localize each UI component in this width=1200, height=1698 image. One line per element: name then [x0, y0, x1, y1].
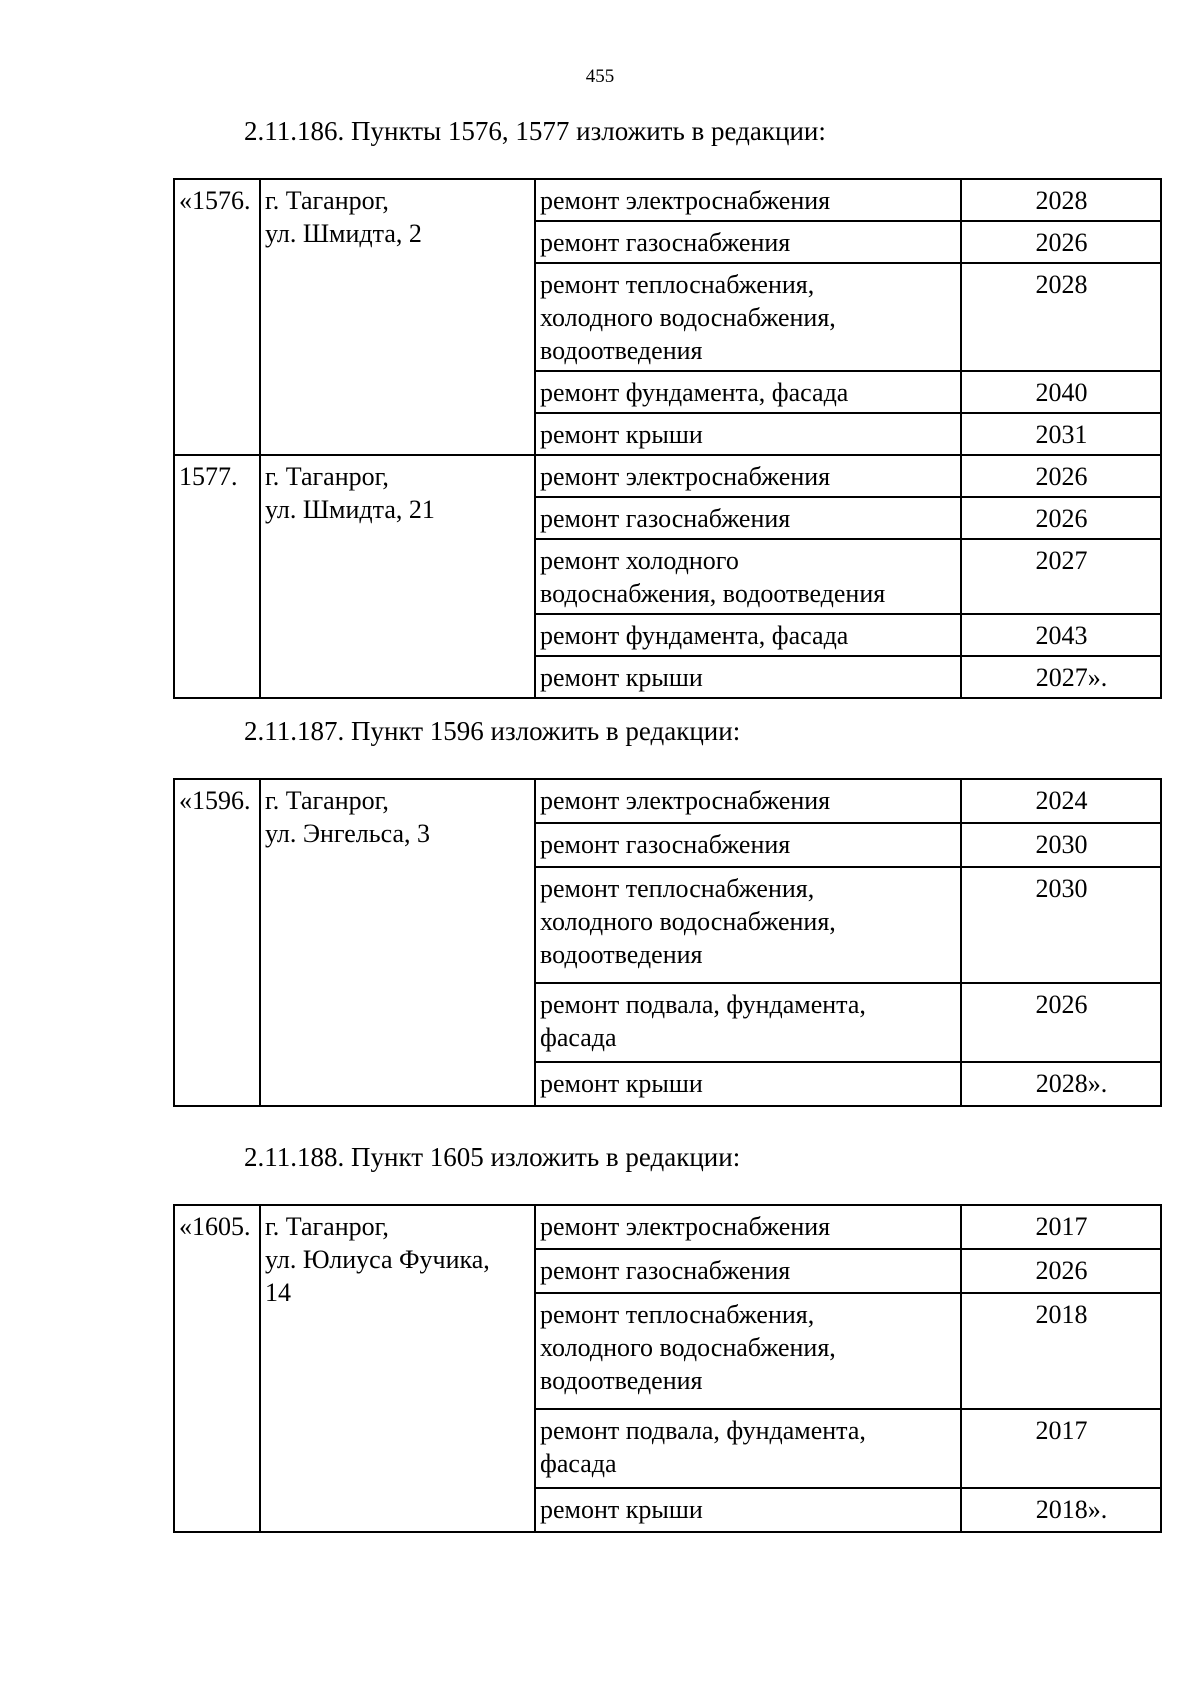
work-year: 2026	[961, 455, 1161, 497]
work-line: водоотведения	[540, 940, 703, 969]
table-row	[174, 1205, 1161, 1249]
work-line: водоотведения	[540, 336, 703, 365]
work-year: 2031	[961, 413, 1161, 455]
entry-address	[260, 779, 535, 1106]
entry-address	[260, 455, 535, 698]
work-line: холодного водоснабжения,	[540, 907, 836, 936]
work-name: ремонт газоснабжения	[535, 823, 961, 867]
entry-number: «1596.	[174, 779, 260, 1106]
work-year: 2017	[961, 1409, 1161, 1488]
work-name	[535, 983, 961, 1062]
address-line: 14	[265, 1278, 291, 1307]
work-year: 2026	[961, 983, 1161, 1062]
section-heading-2-11-187: 2.11.187. Пункт 1596 изложить в редакции:	[244, 716, 741, 746]
work-year	[961, 1488, 1161, 1532]
work-year: 2026	[961, 221, 1161, 263]
work-year: 2028	[961, 179, 1161, 221]
work-name: ремонт крыши	[535, 1488, 961, 1532]
work-line: фасада	[540, 1449, 617, 1478]
work-name: ремонт крыши	[535, 413, 961, 455]
section-heading-2-11-188: 2.11.188. Пункт 1605 изложить в редакции:	[244, 1142, 741, 1172]
work-line: холодного водоснабжения,	[540, 303, 836, 332]
work-line: фасада	[540, 1023, 617, 1052]
work-name: ремонт электроснабжения	[535, 179, 961, 221]
work-year-value: 2018».	[1035, 1495, 1108, 1524]
address-line: ул. Шмидта, 21	[265, 495, 435, 524]
work-name: ремонт крыши	[535, 656, 961, 698]
work-year: 2026	[961, 1249, 1161, 1293]
work-year	[961, 1062, 1161, 1106]
work-year: 2026	[961, 497, 1161, 539]
work-line: ремонт холодного	[540, 546, 739, 575]
address-line: г. Таганрог,	[265, 1212, 389, 1241]
page-number: 455	[585, 66, 615, 87]
work-year: 2043	[961, 614, 1161, 656]
work-year-value: 2028».	[1035, 1069, 1108, 1098]
entry-number: «1576.	[174, 179, 260, 455]
work-line: ремонт теплоснабжения,	[540, 1300, 815, 1329]
work-year: 2017	[961, 1205, 1161, 1249]
work-name: ремонт газоснабжения	[535, 1249, 961, 1293]
work-name	[535, 1293, 961, 1409]
address-line: ул. Энгельса, 3	[265, 819, 431, 848]
address-line: ул. Шмидта, 2	[265, 219, 422, 248]
work-year: 2030	[961, 867, 1161, 983]
table-row	[174, 779, 1161, 823]
work-year: 2024	[961, 779, 1161, 823]
work-name: ремонт электроснабжения	[535, 1205, 961, 1249]
table-row	[174, 455, 1161, 497]
work-name: ремонт газоснабжения	[535, 221, 961, 263]
work-name: ремонт электроснабжения	[535, 455, 961, 497]
work-name: ремонт электроснабжения	[535, 779, 961, 823]
address-line: г. Таганрог,	[265, 462, 389, 491]
work-line: ремонт подвала, фундамента,	[540, 990, 866, 1019]
work-line: ремонт теплоснабжения,	[540, 270, 815, 299]
work-name: ремонт газоснабжения	[535, 497, 961, 539]
entry-number: «1605.	[174, 1205, 260, 1532]
section-heading-2-11-186: 2.11.186. Пункты 1576, 1577 изложить в редакции:	[244, 116, 826, 146]
entries-table-2-11-186	[173, 178, 1162, 699]
work-line: ремонт подвала, фундамента,	[540, 1416, 866, 1445]
work-line: водоотведения	[540, 1366, 703, 1395]
work-name	[535, 867, 961, 983]
entry-address	[260, 179, 535, 455]
work-year: 2027	[961, 539, 1161, 614]
work-name: ремонт фундамента, фасада	[535, 371, 961, 413]
work-line: холодного водоснабжения,	[540, 1333, 836, 1362]
work-name	[535, 263, 961, 371]
work-name: ремонт фундамента, фасада	[535, 614, 961, 656]
entries-table-2-11-187	[173, 778, 1162, 1107]
work-line: водоснабжения, водоотведения	[540, 579, 886, 608]
work-year: 2040	[961, 371, 1161, 413]
address-line: г. Таганрог,	[265, 186, 389, 215]
work-name: ремонт крыши	[535, 1062, 961, 1106]
address-line: ул. Юлиуса Фучика,	[265, 1245, 490, 1274]
work-name	[535, 539, 961, 614]
entry-address	[260, 1205, 535, 1532]
work-name	[535, 1409, 961, 1488]
address-line: г. Таганрог,	[265, 786, 389, 815]
entry-number: 1577.	[174, 455, 260, 698]
work-year	[961, 656, 1161, 698]
entries-table-2-11-188	[173, 1204, 1162, 1533]
work-year-value: 2027».	[1035, 663, 1108, 692]
table-row	[174, 179, 1161, 221]
work-year: 2028	[961, 263, 1161, 371]
work-line: ремонт теплоснабжения,	[540, 874, 815, 903]
work-year: 2018	[961, 1293, 1161, 1409]
work-year: 2030	[961, 823, 1161, 867]
